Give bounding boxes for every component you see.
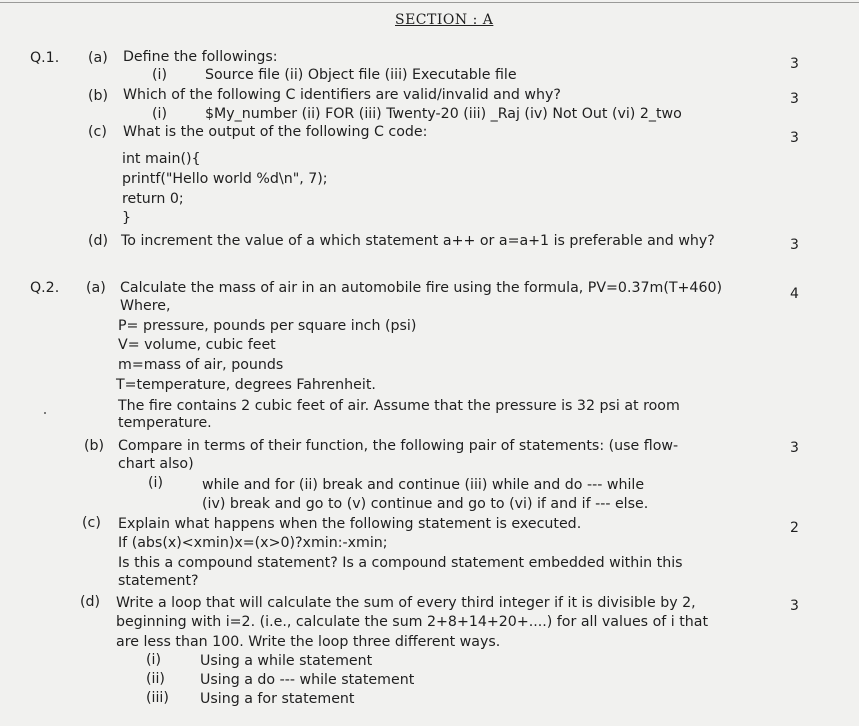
q2-a-marks: 4 [790, 286, 799, 302]
q1-d-text: To increment the value of a which statement a++ or a=a+1 is preferable and why? [121, 233, 715, 249]
q1-a-sub-tag: (i) [152, 67, 168, 83]
q1-a-text: Define the followings: [123, 49, 278, 65]
q2-b-sub-line-2: (iv) break and go to (v) continue and go to (vi) if and if --- else. [202, 496, 649, 512]
q2-c-line-2: If (abs(x)<xmin)x=(x>0)?xmin:-xmin; [118, 535, 388, 551]
q2-d-option-2-tag: (ii) [146, 671, 165, 687]
q2-a-line-4: m=mass of air, pounds [118, 357, 284, 373]
q1-c-code-line-2: printf("Hello world %d\n", 7); [122, 171, 328, 187]
q1-a-tag: (a) [88, 50, 108, 66]
q1-d-tag: (d) [88, 233, 109, 249]
q2-c-line-3: Is this a compound statement? Is a compound statement embedded within this [118, 555, 683, 571]
q2-c-line-1: Explain what happens when the following statement is executed. [118, 516, 582, 532]
page-top-edge [0, 2, 859, 3]
q2-b-line-2: chart also) [118, 456, 194, 472]
section-heading: SECTION : A [395, 12, 494, 28]
q2-a-line-6: The fire contains 2 cubic feet of air. Assume that the pressure is 32 psi at room [118, 398, 680, 414]
q1-b-tag: (b) [88, 88, 109, 104]
q1-b-sub-text: $My_number (ii) FOR (iii) Twenty-20 (iii) _Raj (iv) Not Out (vi) 2_two [205, 106, 682, 122]
q1-c-marks: 3 [790, 130, 799, 146]
q2-c-tag: (c) [82, 515, 101, 531]
q1-c-code-line-3: return 0; [122, 191, 184, 207]
q2-b-line-1: Compare in terms of their function, the following pair of statements: (use flow- [118, 438, 679, 454]
question-number-2: Q.2. [30, 280, 60, 296]
q2-b-sub-tag: (i) [148, 475, 164, 491]
q2-a-line-7: temperature. [118, 415, 212, 431]
q2-d-tag: (d) [80, 594, 101, 610]
q2-b-tag: (b) [84, 438, 105, 454]
q2-a-line-3: V= volume, cubic feet [118, 337, 276, 353]
q1-a-marks: 3 [790, 56, 799, 72]
q2-d-option-1-text: Using a while statement [200, 653, 373, 669]
q2-d-line-3: are less than 100. Write the loop three different ways. [116, 634, 501, 650]
q1-c-code-line-4: } [122, 210, 132, 226]
q1-c-tag: (c) [88, 124, 107, 140]
q2-d-line-1: Write a loop that will calculate the sum of every third integer if it is divisible by 2, [116, 595, 696, 611]
q2-a-tag: (a) [86, 280, 106, 296]
q2-d-option-1-tag: (i) [146, 652, 162, 668]
q1-c-code-line-1: int main(){ [122, 151, 201, 167]
q1-d-marks: 3 [790, 237, 799, 253]
q2-c-line-4: statement? [118, 573, 199, 589]
q1-a-sub-text: Source file (ii) Object file (iii) Executable file [205, 67, 517, 83]
q2-b-marks: 3 [790, 440, 799, 456]
stray-mark [44, 412, 46, 414]
q2-a-line-5: T=temperature, degrees Fahrenheit. [116, 377, 376, 393]
q2-a-text: Calculate the mass of air in an automobile fire using the formula, PV=0.37m(T+460) [120, 280, 723, 296]
q2-d-option-3-tag: (iii) [146, 690, 169, 706]
q2-d-line-2: beginning with i=2. (i.e., calculate the sum 2+8+14+20+....) for all values of i that [116, 614, 709, 630]
q2-d-option-3-text: Using a for statement [200, 691, 355, 707]
q1-c-text: What is the output of the following C code: [123, 124, 428, 140]
q2-a-line-1: Where, [120, 298, 171, 314]
q1-b-sub-tag: (i) [152, 106, 168, 122]
q2-b-sub-line-1: while and for (ii) break and continue (iii) while and do --- while [202, 477, 645, 493]
question-number-1: Q.1. [30, 50, 60, 66]
q1-b-text: Which of the following C identifiers are valid/invalid and why? [123, 87, 561, 103]
q1-b-marks: 3 [790, 91, 799, 107]
q2-a-line-2: P= pressure, pounds per square inch (psi) [118, 318, 417, 334]
q2-c-marks: 2 [790, 520, 799, 536]
q2-d-option-2-text: Using a do --- while statement [200, 672, 415, 688]
q2-d-marks: 3 [790, 598, 799, 614]
